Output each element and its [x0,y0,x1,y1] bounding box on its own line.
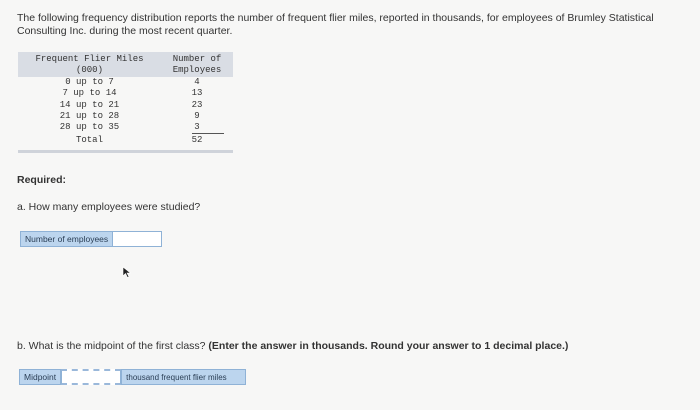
header-employees [167,54,227,76]
question-b-instruction: (Enter the answer in thousands. Round your answer to 1 decimal place.) [208,340,569,352]
table-row [18,77,233,88]
header-miles-line2: (000) [75,65,103,75]
answer-a-label: Number of employees [20,231,113,247]
sum-divider [192,133,224,134]
total-row [18,133,233,147]
answer-b-group [19,369,246,385]
mouse-cursor-icon [122,266,132,278]
table-bottom-rule [18,150,233,153]
question-b-text: b. What is the midpoint of the first class? [17,340,206,352]
class-range: 7 up to 14 [62,88,117,99]
question-b [17,340,568,352]
table-header [18,52,233,77]
answer-b-unit: thousand frequent flier miles [121,369,246,385]
class-count: 13 [191,88,203,99]
total-label: Total [75,135,103,146]
employees-input[interactable] [113,231,162,247]
class-count: 3 [194,122,200,133]
frequency-table [18,52,233,153]
required-heading: Required: [17,174,67,186]
class-range: 14 up to 21 [59,99,120,110]
table-row [18,111,233,122]
table-row [18,88,233,99]
header-miles [32,54,147,76]
midpoint-input[interactable] [61,369,121,385]
class-count: 23 [191,99,203,110]
header-employees-line2: Employees [172,65,222,75]
table-row [18,100,233,111]
header-employees-line1: Number of [172,54,222,64]
table-row [18,122,233,133]
header-miles-line1: Frequent Flier Miles [35,54,144,64]
class-range: 21 up to 28 [59,110,120,121]
answer-a-group [20,231,162,247]
class-range: 28 up to 35 [59,122,120,133]
class-range: 0 up to 7 [65,77,114,87]
problem-intro: The following frequency distribution reports the number of frequent flier miles, reported in thousands, for employees of Brumley Statistical Consulting Inc. during the most recent quarter. [17,12,654,37]
answer-b-label: Midpoint [19,369,61,385]
question-a: a. How many employees were studied? [17,201,201,213]
total-value: 52 [191,135,203,146]
class-count: 4 [194,77,200,87]
class-count: 9 [194,110,200,121]
